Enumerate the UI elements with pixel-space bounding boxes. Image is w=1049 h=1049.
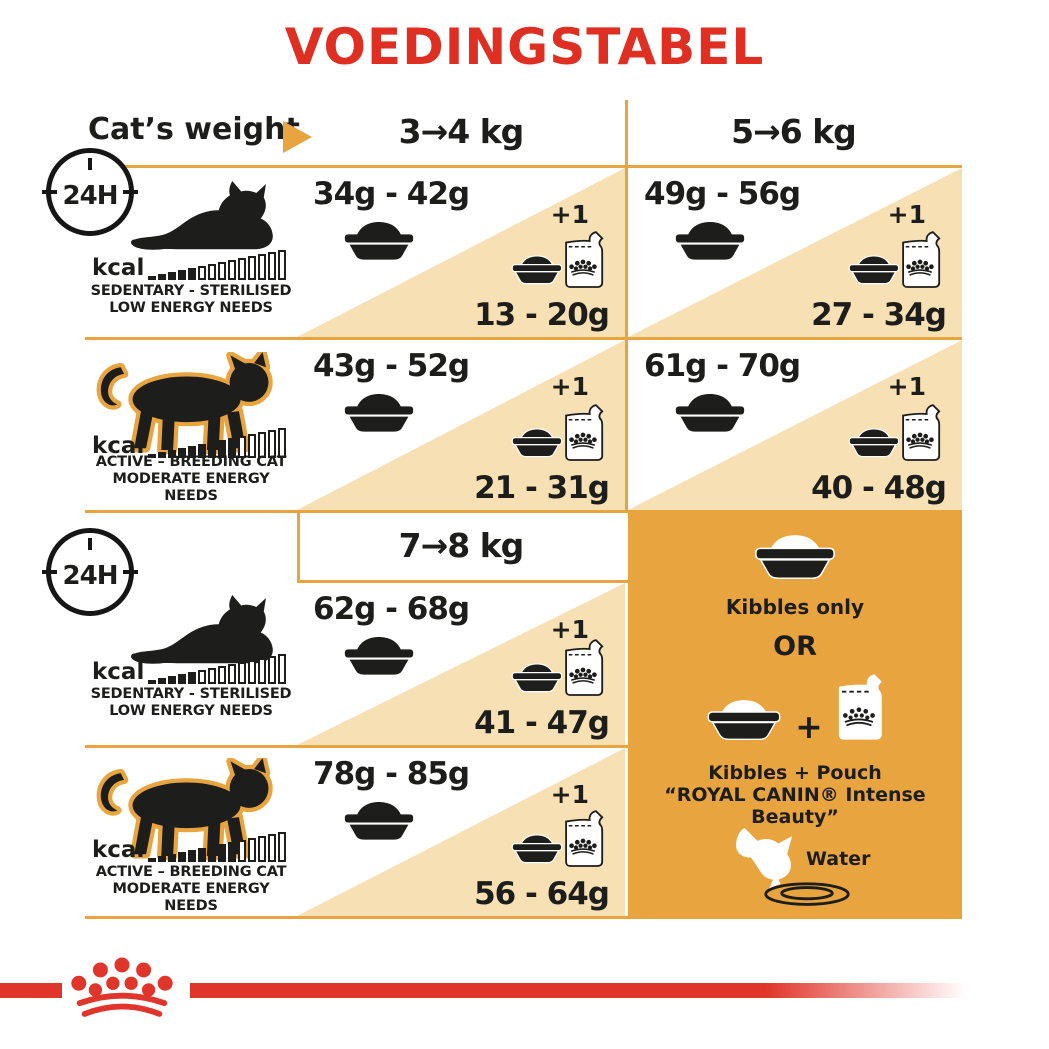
sedentary-cat-icon bbox=[128, 172, 278, 253]
page-title: VOEDINGSTABEL bbox=[284, 18, 765, 76]
bowl-pouch-icon bbox=[844, 403, 946, 468]
profile-label bbox=[85, 454, 297, 505]
kcal-bar bbox=[228, 842, 236, 862]
kcal-bar bbox=[278, 654, 286, 684]
bowl-pouch-icon bbox=[507, 230, 609, 295]
water-label: Water bbox=[806, 848, 871, 870]
kcal-label: kcal bbox=[92, 659, 145, 685]
profile-line2: MODERATE ENERGY NEEDS bbox=[112, 471, 270, 505]
24h-badge bbox=[46, 148, 134, 236]
kcal-bar bbox=[268, 834, 276, 862]
feeding-cell-active-7-8kg bbox=[297, 748, 625, 916]
kibbles-bowl-icon bbox=[338, 800, 420, 842]
kibbles-bowl-icon bbox=[669, 220, 751, 262]
kcal-bar bbox=[188, 850, 196, 862]
kibbles-amount: 78g - 85g bbox=[313, 756, 470, 792]
brand-stripe bbox=[190, 983, 990, 998]
kibbles-only-label: Kibbles only bbox=[725, 595, 865, 619]
profile-label bbox=[85, 686, 297, 720]
profile-line1: ACTIVE – BREEDING CAT bbox=[95, 454, 287, 470]
24h-badge bbox=[46, 528, 134, 616]
kcal-bar bbox=[228, 260, 236, 280]
or-label: OR bbox=[773, 631, 817, 662]
kibbles-amount: 49g - 56g bbox=[644, 176, 801, 212]
kibbles-bowl-icon bbox=[702, 698, 786, 741]
kibbles-bowl-icon bbox=[338, 220, 420, 262]
kcal-bar bbox=[268, 252, 276, 280]
plus-sign: + bbox=[795, 706, 823, 746]
kcal-bar bbox=[188, 268, 196, 280]
profile-line2: LOW ENERGY NEEDS bbox=[109, 703, 273, 720]
pouch-amount: 27 - 34g bbox=[811, 297, 946, 333]
column-header-3-4kg: 3→4 kg bbox=[398, 111, 524, 151]
clock-tick bbox=[88, 158, 92, 170]
kcal-bar bbox=[248, 660, 256, 684]
kcal-bar bbox=[158, 856, 166, 862]
kcal-bar bbox=[168, 272, 176, 280]
clock-tick bbox=[42, 570, 57, 574]
kcal-indicator bbox=[92, 828, 286, 862]
kcal-bar bbox=[158, 678, 166, 684]
pouch-amount: 56 - 64g bbox=[474, 876, 609, 912]
kcal-bar bbox=[178, 852, 186, 862]
column-header-5-6kg: 5→6 kg bbox=[731, 111, 856, 151]
kcal-bar bbox=[208, 264, 216, 280]
water-ripples-icon bbox=[762, 881, 852, 907]
kcal-bar bbox=[238, 840, 246, 862]
feeding-cell-sedentary-5-6kg bbox=[628, 168, 962, 337]
kibbles-amount: 61g - 70g bbox=[644, 348, 801, 384]
kcal-indicator bbox=[92, 650, 286, 684]
kcal-bar bbox=[218, 844, 226, 862]
kibbles-plus-pouch-icons bbox=[628, 673, 962, 746]
profile-line2: LOW ENERGY NEEDS bbox=[109, 300, 273, 317]
pouch-amount: 13 - 20g bbox=[474, 297, 609, 333]
feeding-cell-active-5-6kg bbox=[628, 340, 962, 510]
kcal-bar bbox=[258, 836, 266, 862]
bowl-pouch-icon bbox=[844, 230, 946, 295]
24h-label: 24H bbox=[62, 181, 118, 211]
grid-line bbox=[85, 916, 962, 919]
kcal-label: kcal bbox=[92, 433, 145, 459]
kibbles-bowl-icon bbox=[338, 635, 420, 677]
kcal-bar bbox=[148, 276, 156, 280]
kcal-bar bbox=[198, 266, 206, 280]
profile-line1: SEDENTARY - STERILISED bbox=[90, 283, 292, 299]
pouch-amount: 41 - 47g bbox=[474, 705, 609, 741]
plus-one-label: +1 bbox=[550, 200, 589, 229]
brand-stripe bbox=[0, 983, 62, 998]
kcal-bar bbox=[158, 274, 166, 280]
column-header-7-8kg: 7→8 kg bbox=[398, 525, 524, 565]
plus-one-label: +1 bbox=[550, 615, 589, 644]
kcal-bar-chart bbox=[148, 250, 286, 280]
pouch-amount: 40 - 48g bbox=[811, 470, 946, 506]
kibbles-amount: 43g - 52g bbox=[313, 348, 470, 384]
pouch-amount: 21 - 31g bbox=[474, 470, 609, 506]
kcal-bar bbox=[238, 662, 246, 684]
clock-tick bbox=[123, 570, 138, 574]
kcal-label: kcal bbox=[92, 255, 145, 281]
cats-weight-label: Cat’s weight bbox=[88, 112, 300, 147]
kcal-bar bbox=[258, 658, 266, 684]
kcal-bar-chart bbox=[148, 654, 286, 684]
kcal-bar-chart bbox=[148, 832, 286, 862]
24h-label: 24H bbox=[62, 561, 118, 591]
clock-tick bbox=[88, 538, 92, 550]
profile-line1: ACTIVE – BREEDING CAT bbox=[95, 864, 287, 880]
kcal-bar bbox=[218, 666, 226, 684]
kcal-indicator bbox=[92, 246, 286, 280]
kcal-bar bbox=[268, 656, 276, 684]
kibbles-pouch-label: Kibbles + Pouch bbox=[708, 762, 882, 784]
kibbles-bowl-icon bbox=[669, 392, 751, 434]
kibbles-amount: 34g - 42g bbox=[313, 176, 470, 212]
kcal-bar bbox=[148, 858, 156, 862]
feeding-options-panel bbox=[628, 513, 962, 916]
profile-line2: MODERATE ENERGY NEEDS bbox=[112, 881, 270, 915]
feeding-cell-active-3-4kg bbox=[297, 340, 625, 510]
profile-label bbox=[85, 864, 297, 915]
kcal-bar bbox=[198, 670, 206, 684]
kcal-bar bbox=[168, 676, 176, 684]
clock-tick bbox=[123, 190, 138, 194]
profile-line1: SEDENTARY - STERILISED bbox=[90, 686, 292, 702]
feeding-cell-sedentary-7-8kg bbox=[297, 583, 625, 745]
kibbles-bowl-icon bbox=[749, 533, 841, 581]
kcal-bar bbox=[218, 262, 226, 280]
kcal-indicator bbox=[92, 424, 286, 458]
bowl-pouch-icon bbox=[507, 403, 609, 468]
kcal-bar bbox=[228, 664, 236, 684]
plus-one-label: +1 bbox=[887, 372, 926, 401]
kcal-bar bbox=[208, 668, 216, 684]
plus-one-label: +1 bbox=[887, 200, 926, 229]
kcal-bar bbox=[248, 256, 256, 280]
kibbles-bowl-icon bbox=[338, 392, 420, 434]
kcal-bar bbox=[278, 832, 286, 862]
royal-canin-crown-logo bbox=[68, 955, 176, 1021]
clock-tick bbox=[42, 190, 57, 194]
plus-one-label: +1 bbox=[550, 372, 589, 401]
kcal-bar bbox=[238, 258, 246, 280]
feeding-cell-sedentary-3-4kg bbox=[297, 168, 625, 337]
pouch-product-label: “ROYAL CANIN® Intense Beauty” bbox=[664, 784, 926, 828]
kcal-bar bbox=[148, 680, 156, 684]
kcal-bar bbox=[278, 250, 286, 280]
kcal-label: kcal bbox=[92, 837, 145, 863]
kcal-bar bbox=[188, 672, 196, 684]
kcal-bar bbox=[258, 254, 266, 280]
kcal-bar bbox=[168, 854, 176, 862]
profile-label bbox=[85, 283, 297, 317]
kcal-bar bbox=[248, 838, 256, 862]
kcal-bar bbox=[208, 846, 216, 862]
kibbles-amount: 62g - 68g bbox=[313, 591, 470, 627]
kcal-bar bbox=[178, 674, 186, 684]
pouch-icon bbox=[832, 673, 888, 741]
kcal-bar bbox=[178, 270, 186, 280]
bowl-pouch-icon bbox=[507, 638, 609, 703]
kcal-bar bbox=[198, 848, 206, 862]
bowl-pouch-icon bbox=[507, 809, 609, 874]
plus-one-label: +1 bbox=[550, 780, 589, 809]
